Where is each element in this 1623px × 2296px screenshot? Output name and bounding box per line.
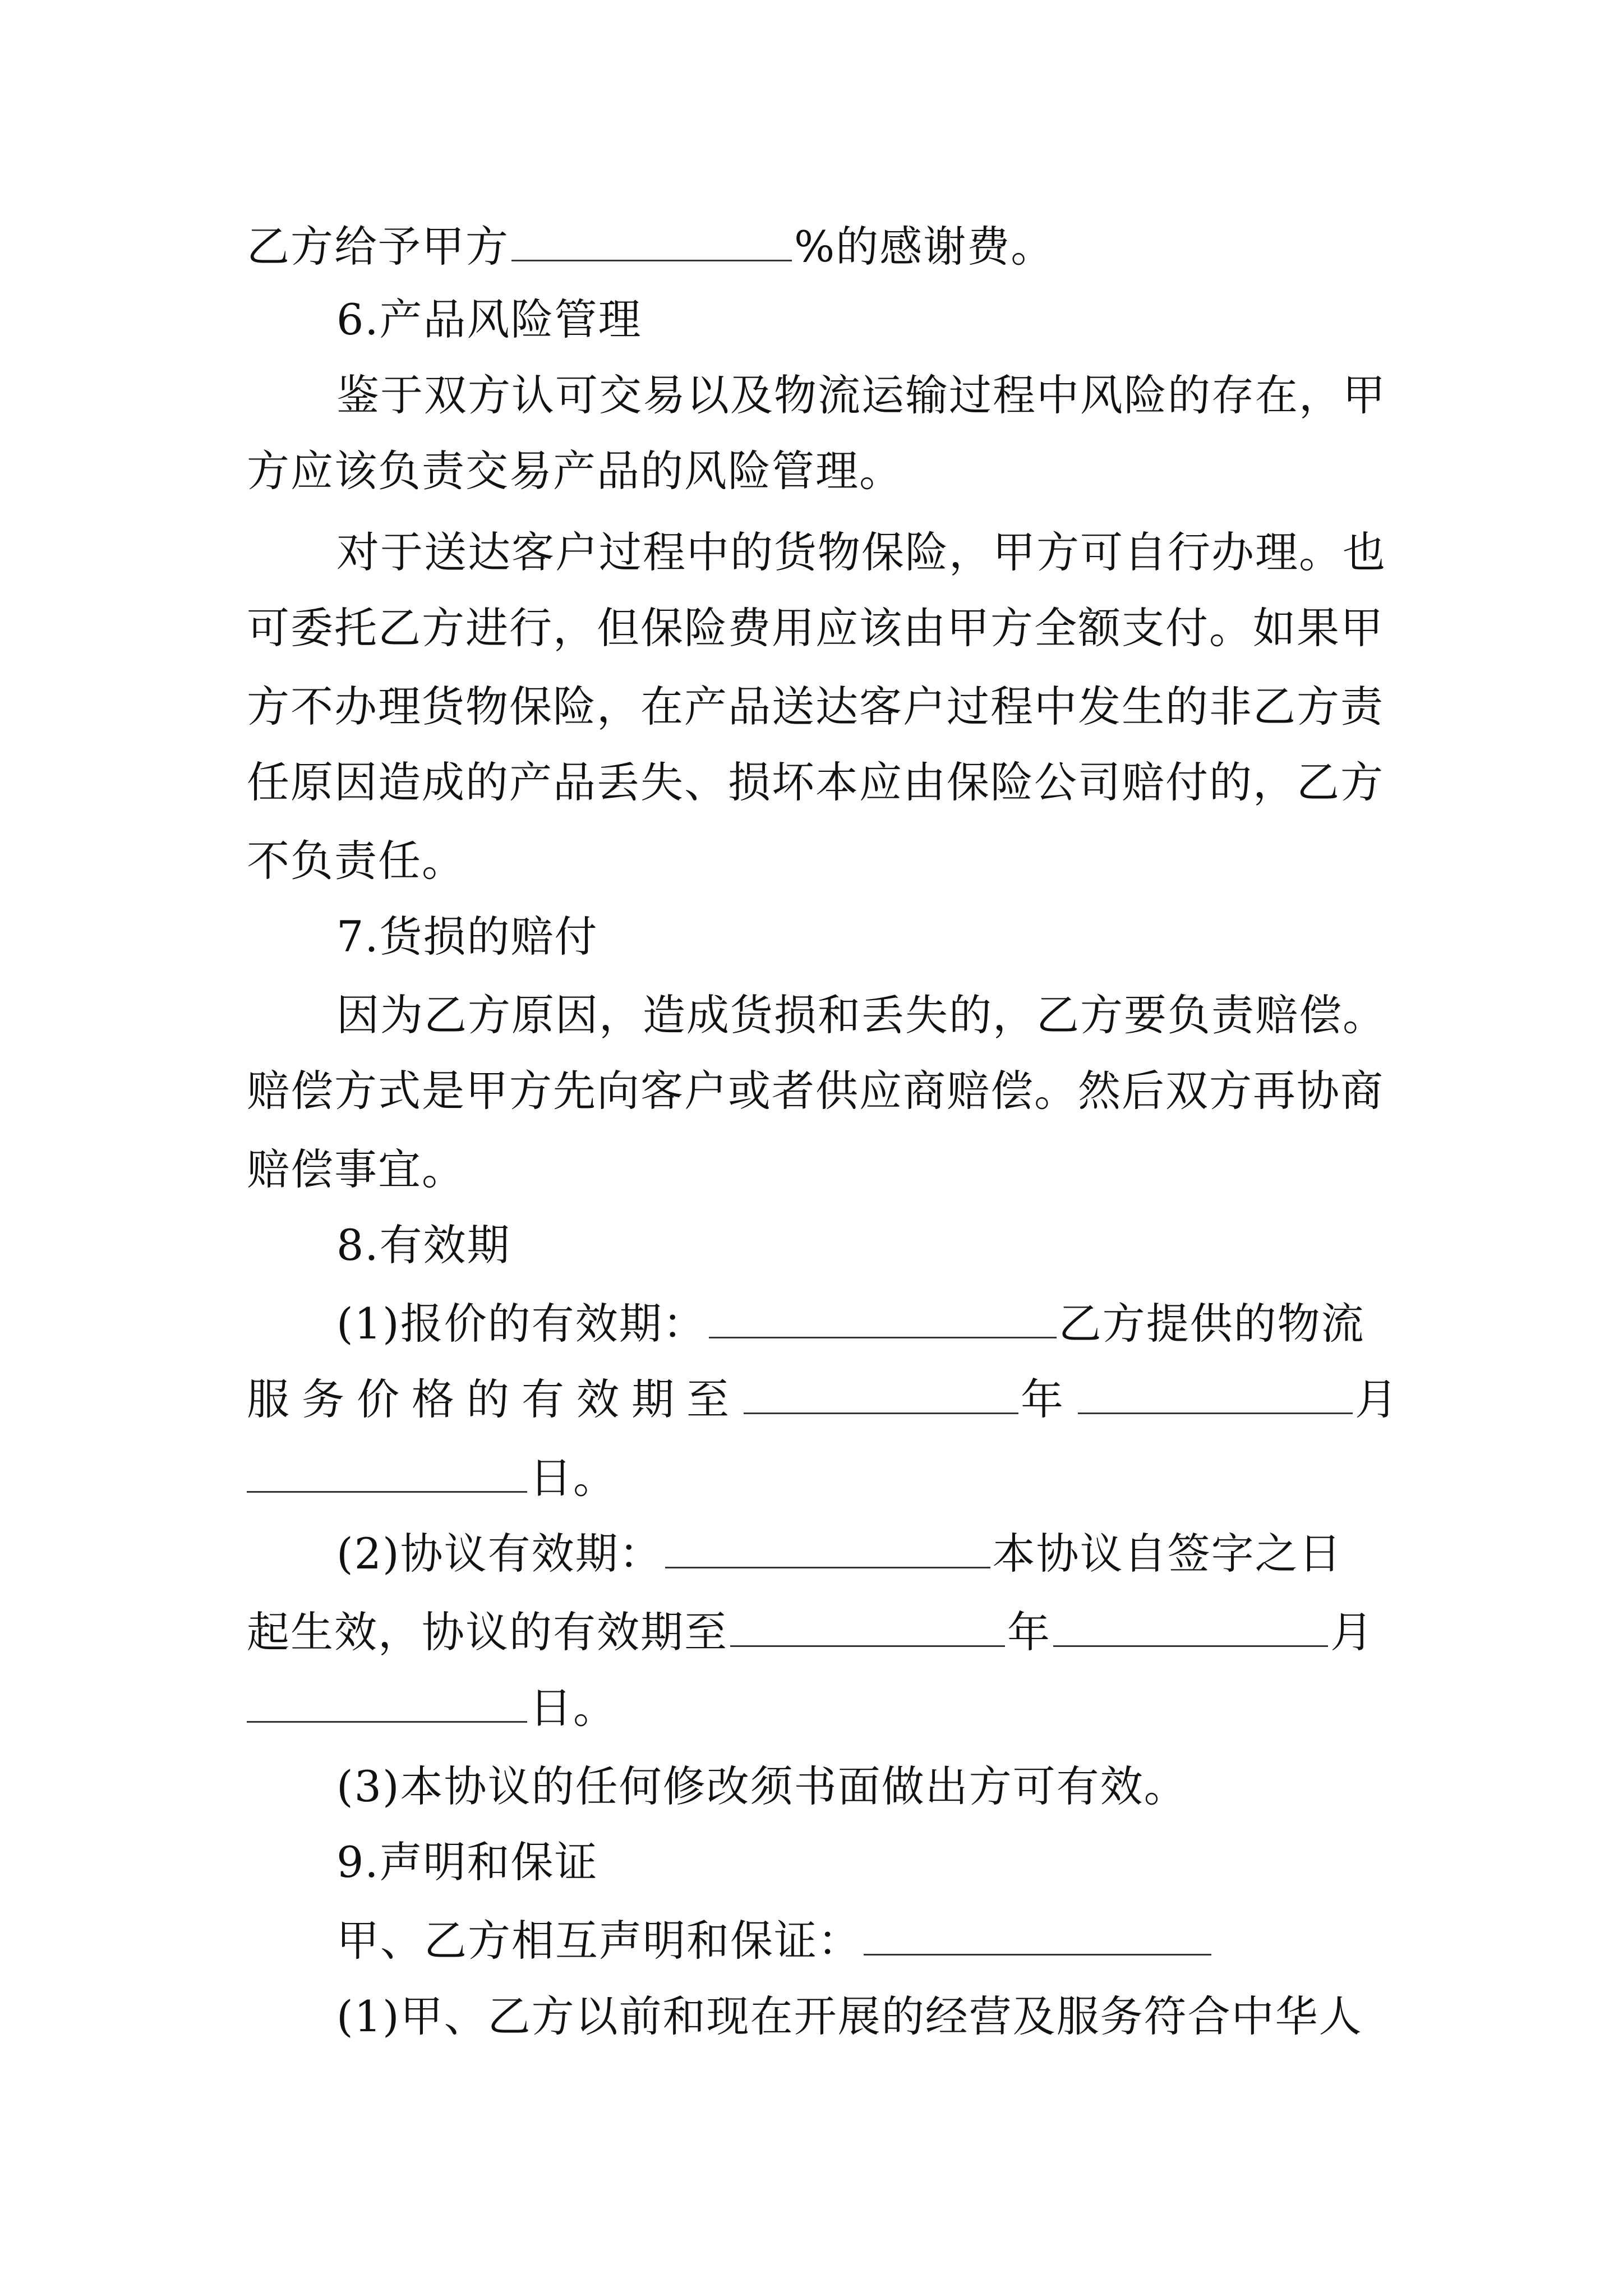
text-line (336, 1515, 1481, 1593)
text: (3)本协议的任何修改须书面做出方可有效。 (336, 1761, 1188, 1811)
text: 方不办理货物保险，在产品送达客户过程中发生的非乙方责 (247, 682, 1384, 731)
text-line (247, 432, 1391, 510)
text: 因为乙方原因，造成货损和丢失的，乙方要负责赔偿。 (336, 990, 1386, 1040)
fill-blank[interactable] (864, 1917, 1211, 1955)
text: 起生效，协议的有效期至 (247, 1607, 728, 1657)
text-line (247, 1360, 1410, 1439)
text: 甲、乙方相互声明和保证： (336, 1916, 861, 1966)
text: 乙方提供的物流 (1058, 1299, 1365, 1349)
fill-blank[interactable] (730, 1608, 1005, 1647)
text: 月 (1330, 1607, 1374, 1657)
text-line (247, 208, 1391, 286)
text-line (336, 1285, 1481, 1363)
text-line (247, 1593, 1391, 1672)
text: 本协议自签字之日 (992, 1529, 1343, 1579)
section-heading (336, 898, 1481, 976)
text-line (336, 513, 1481, 592)
text: 赔偿方式是甲方先向客户或者供应商赔偿。然后双方再协商 (247, 1066, 1384, 1116)
heading-text: 9.声明和保证 (336, 1837, 598, 1887)
text-line (247, 1052, 1391, 1130)
heading-text: 6.产品风险管理 (336, 295, 642, 344)
text-line (247, 1439, 1391, 1517)
text: 年 (1021, 1374, 1076, 1424)
text: (2)协议有效期： (336, 1529, 663, 1579)
fill-blank[interactable] (1078, 1375, 1353, 1414)
text: 方应该负责交易产品的风险管理。 (247, 446, 903, 496)
fill-blank[interactable] (709, 1300, 1057, 1338)
text: 乙方给予甲方 (247, 222, 509, 272)
fill-blank[interactable] (247, 1454, 527, 1493)
text: 年 (1007, 1607, 1051, 1657)
fill-blank[interactable] (665, 1530, 990, 1568)
text-line (247, 743, 1391, 822)
text: 可委托乙方进行，但保险费用应该由甲方全额支付。如果甲 (247, 603, 1384, 653)
text: (1)甲、乙方以前和现在开展的经营及服务符合中华人 (336, 1991, 1363, 2041)
heading-text: 8.有效期 (336, 1220, 511, 1270)
text: 日。 (529, 1683, 617, 1733)
text-line (247, 1669, 1391, 1747)
text: 月 (1355, 1374, 1410, 1424)
text: 任原因造成的产品丢失、损坏本应由保险公司赔付的，乙方 (247, 757, 1384, 807)
text-line (336, 1747, 1481, 1826)
text-line (247, 1130, 1391, 1209)
text-line (336, 1977, 1481, 2056)
fill-blank[interactable] (511, 223, 792, 261)
text-line (336, 1902, 1481, 1980)
text: 鉴于双方认可交易以及物流运输过程中风险的存在，甲 (336, 370, 1386, 420)
fill-blank[interactable] (744, 1375, 1018, 1414)
fill-blank[interactable] (247, 1684, 527, 1723)
text: 对于送达客户过程中的货物保险，甲方可自行办理。也 (336, 527, 1386, 577)
section-heading (336, 280, 1481, 359)
text-line (247, 589, 1391, 668)
text: %的感谢费。 (794, 222, 1055, 272)
text-line (336, 356, 1481, 435)
heading-text: 7.货损的赔付 (336, 912, 598, 961)
text: 服务价格的有效期至 (247, 1374, 741, 1424)
text: (1)报价的有效期： (336, 1299, 707, 1349)
fill-blank[interactable] (1053, 1608, 1328, 1647)
text-line (247, 668, 1391, 746)
text: 不负责任。 (247, 836, 465, 886)
text: 日。 (529, 1453, 617, 1503)
text-line (247, 822, 1391, 900)
text: 赔偿事宜。 (247, 1144, 465, 1194)
section-heading (336, 1206, 1481, 1285)
text-line (336, 976, 1481, 1055)
section-heading (336, 1823, 1481, 1902)
